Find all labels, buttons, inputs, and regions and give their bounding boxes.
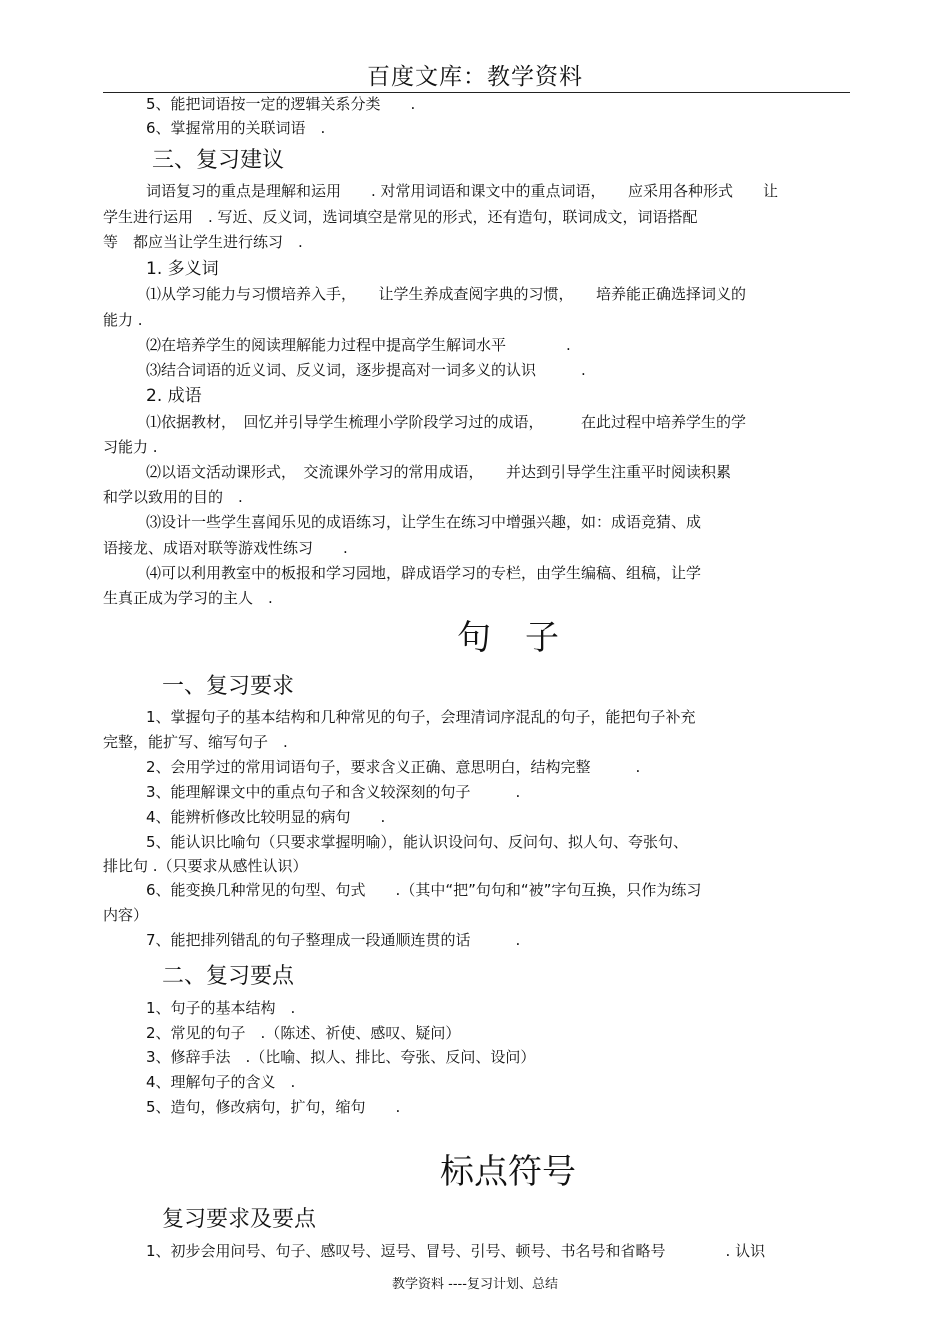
section-heading-review-requirements: 一、复习要求 <box>162 674 295 699</box>
paragraph-line: 等 都应当让学生进行练习 . <box>103 233 303 251</box>
paragraph-line: 能力 . <box>103 311 143 329</box>
list-item: 内容） <box>103 906 149 924</box>
list-item: 7、能把排列错乱的句子整理成一段通顺连贯的话 . <box>146 931 521 949</box>
list-item: 6、掌握常用的关联词语 . <box>146 119 326 137</box>
page-footer: 教学资料 ----复习计划、总结 <box>392 1277 558 1292</box>
list-item: 5、能认识比喻句（只要求掌握明喻），能认识设问句、反问句、拟人句、夸张句、 <box>146 833 689 851</box>
paragraph-line: 语接龙、成语对联等游戏性练习 . <box>103 539 348 557</box>
subheading-idioms: 2. 成语 <box>146 386 202 406</box>
paragraph-line: 生真正成为学习的主人 . <box>103 589 273 607</box>
list-item: 完整，能扩写、缩写句子 . <box>103 733 288 751</box>
paragraph-line: ⑶设计一些学生喜闻乐见的成语练习，让学生在练习中增强兴趣，如：成语竞猜、成 <box>146 513 702 531</box>
list-item: 2、常见的句子 .（陈述、祈使、感叹、疑问） <box>146 1024 461 1042</box>
paragraph-line: 习能力 . <box>103 438 158 456</box>
paragraph-line: ⑴依据教材， 回忆并引导学生梳理小学阶段学习过的成语， 在此过程中培养学生的学 <box>146 413 747 431</box>
header-divider <box>103 92 850 93</box>
paragraph-line: 和学以致用的目的 . <box>103 488 243 506</box>
subheading-polysemy: 1. 多义词 <box>146 259 219 279</box>
list-item: 4、理解句子的含义 . <box>146 1073 296 1091</box>
list-item: 4、能辨析修改比较明显的病句 . <box>146 808 386 826</box>
paragraph-line: ⑴从学习能力与习惯培养入手， 让学生养成查阅字典的习惯， 培养能正确选择词义的 <box>146 285 747 303</box>
paragraph-line: 学生进行运用 . 写近、反义词，选词填空是常见的形式，还有造句，联词成文，词语搭配 <box>103 208 698 226</box>
paragraph-line: ⑵在培养学生的阅读理解能力过程中提高学生解词水平 . <box>146 336 571 354</box>
section-title-punctuation: 标点符号 <box>440 1152 576 1192</box>
paragraph-line: ⑶结合词语的近义词、反义词，逐步提高对一词多义的认识 . <box>146 361 586 379</box>
list-item: 3、能理解课文中的重点句子和含义较深刻的句子 . <box>146 783 521 801</box>
section-heading-review-points: 二、复习要点 <box>162 964 295 989</box>
list-item: 排比句 .（只要求从感性认识） <box>103 857 308 875</box>
section-heading-punctuation-requirements: 复习要求及要点 <box>162 1207 317 1232</box>
paragraph-line: ⑷可以利用教室中的板报和学习园地，辟成语学习的专栏，由学生编稿、组稿，让学 <box>146 564 702 582</box>
list-item: 3、修辞手法 .（比喻、拟人、排比、夸张、反问、设问） <box>146 1048 536 1066</box>
paragraph-line: 词语复习的重点是理解和运用 . 对常用词语和课文中的重点词语， 应采用各种形式 让 <box>146 182 779 200</box>
list-item: 1、初步会用问号、句子、感叹号、逗号、冒号、引号、顿号、书名号和省略号 . 认识 <box>146 1242 766 1260</box>
list-item: 1、掌握句子的基本结构和几种常见的句子，会理清词序混乱的句子，能把句子补充 <box>146 708 696 726</box>
section-heading-review-advice: 三、复习建议 <box>152 148 285 173</box>
list-item: 2、会用学过的常用词语句子，要求含义正确、意思明白，结构完整 . <box>146 758 641 776</box>
list-item: 5、能把词语按一定的逻辑关系分类 . <box>146 95 416 113</box>
page-header-title: 百度文库：教学资料 <box>367 64 583 90</box>
section-title-sentences: 句 子 <box>457 618 559 658</box>
list-item: 6、能变换几种常见的句型、句式 .（其中“把”句句和“被”字句互换，只作为练习 <box>146 881 702 899</box>
list-item: 5、造句，修改病句，扩句，缩句 . <box>146 1098 401 1116</box>
list-item: 1、句子的基本结构 . <box>146 999 296 1017</box>
paragraph-line: ⑵以语文活动课形式， 交流课外学习的常用成语， 并达到引导学生注重平时阅读积累 <box>146 463 732 481</box>
